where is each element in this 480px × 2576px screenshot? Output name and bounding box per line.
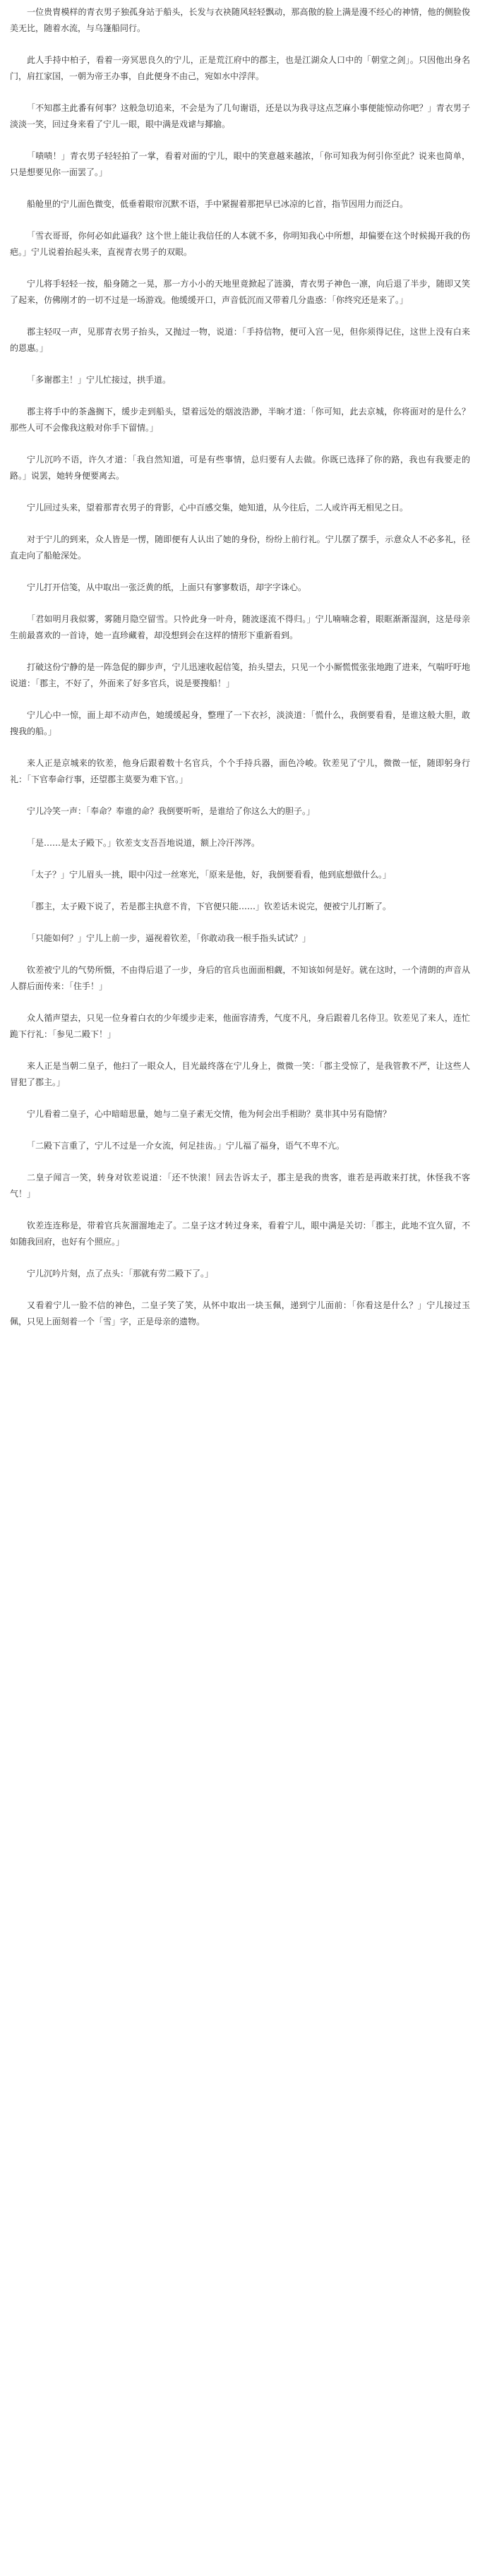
paragraph: 「不知郡主此番有何事？这般急切追来，不会是为了几句谢语，还是以为我寻这点芝麻小事便能惊动你吧？」青衣男子淡淡一笑，回过身来看了宁儿一眼，眼中满是戏谑与揶揄。 [10,103,470,129]
paragraph: 众人循声望去，只见一位身着白衣的少年缓步走来，他面容清秀，气度不凡，身后跟着几名侍卫。钦差见了来人，连忙跪下行礼：「参见二殿下！」 [10,1013,470,1039]
paragraph: 「郡主，太子殿下说了，若是郡主执意不肯，下官便只能……」钦差话未说完，便被宁儿打断了。 [27,901,392,911]
paragraph: 宁儿沉吟片刻，点了点头：「那就有劳二殿下了。」 [27,1269,214,1278]
paragraph: 又看着宁儿一脸不信的神色，二皇子笑了笑，从怀中取出一块玉佩，递到宁儿面前：「你看这是什么？」宁儿接过玉佩，只见上面刻着一个「雪」字，正是母亲的遗物。 [10,1300,470,1326]
paragraph: 郡主轻叹一声，见那青衣男子抬头，又抛过一物，说道：「手持信物，便可入宫一见，但你须得记住，这世上没有白来的恩惠。」 [10,327,470,353]
paragraph: 一位贵胄模样的青衣男子独孤身站于船头，长发与衣袂随风轻轻飘动，那高傲的脸上满是漫不经心的神情，他的侧脸俊美无比，随着水流，与乌篷船同行。 [10,7,470,33]
paragraph: 郡主将手中的茶盏搁下，缓步走到船头，望着远处的烟波浩渺，半晌才道：「你可知，此去京城，你将面对的是什么？那些人可不会像我这般对你手下留情。」 [10,407,470,433]
paragraph: 「啧啧！」青衣男子轻轻拍了一掌，看着对面的宁儿，眼中的笑意越来越浓，「你可知我为何引你至此？说来也简单，只是想要见你一面罢了。」 [10,151,470,177]
paragraph: 来人正是京城来的钦差，他身后跟着数十名官兵，个个手持兵器，面色冷峻。钦差见了宁儿，微微一怔，随即躬身行礼：「下官奉命行事，还望郡主莫要为难下官。」 [10,758,470,784]
paragraph: 「只能如何？」宁儿上前一步，逼视着钦差，「你敢动我一根手指头试试？」 [27,933,311,943]
paragraph: 宁儿将手轻轻一按，船身随之一晃，那一方小小的天地里竟掀起了涟漪，青衣男子神色一凛，向后退了半步，随即又笑了起来，仿佛刚才的一切不过是一场游戏。他缓缓开口，声音低沉而又带着几分蛊惑：「你终究还是来了。」 [10,279,470,305]
paragraph: 「君如明月我似雾，雾随月隐空留雪。只怜此身一叶舟，随波逐流不得归。」宁儿喃喃念着，眼眶渐渐湿润，这是母亲生前最喜欢的一首诗，她一直珍藏着，却没想到会在这样的情形下重新看到。 [10,614,470,640]
paragraph: 宁儿沉吟不语，许久才道：「我自然知道，可是有些事情，总归要有人去做。你既已选择了你的路，我也有我要走的路。」说罢，她转身便要离去。 [10,455,470,481]
paragraph: 「太子？」宁儿眉头一挑，眼中闪过一丝寒光，「原来是他，好，我倒要看看，他到底想做什么。」 [27,870,392,880]
paragraph: 船舱里的宁儿面色微变，低垂着眼帘沉默不语，手中紧握着那把早已冰凉的匕首，指节因用力而泛白。 [27,199,409,209]
paragraph: 宁儿冷笑一声：「奉命？奉谁的命？我倒要听听，是谁给了你这么大的胆子。」 [27,806,316,816]
paragraph: 钦差连连称是，带着官兵灰溜溜地走了。二皇子这才转过身来，看着宁儿，眼中满是关切：「郡主，此地不宜久留，不如随我回府，也好有个照应。」 [10,1221,470,1247]
paragraph: 「多谢郡主！」宁儿忙接过，拱手道。 [27,375,172,385]
paragraph: 「雪衣哥哥，你何必如此逼我？这个世上能让我信任的人本就不多，你明知我心中所想，却偏要在这个时候揭开我的伤疤。」宁儿说着抬起头来，直视青衣男子的双眼。 [10,231,470,257]
paragraph: 来人正是当朝二皇子，他扫了一眼众人，目光最终落在宁儿身上，微微一笑：「郡主受惊了，是我管教不严，让这些人冒犯了郡主。」 [10,1061,470,1087]
paragraph: 宁儿心中一惊，面上却不动声色，她缓缓起身，整理了一下衣衫，淡淡道：「慌什么，我倒要看看，是谁这般大胆，敢搜我的船。」 [10,710,470,736]
paragraph: 「二殿下言重了，宁儿不过是一介女流，何足挂齿。」宁儿福了福身，语气不卑不亢。 [27,1141,345,1151]
paragraph: 宁儿看着二皇子，心中暗暗思量，她与二皇子素无交情，他为何会出手相助？莫非其中另有隐情？ [27,1109,392,1119]
paragraph: 宁儿回过头来，望着那青衣男子的背影，心中百感交集，她知道，从今往后，二人或许再无相见之日。 [27,503,409,513]
paragraph: 「是……是太子殿下。」钦差支支吾吾地说道，额上冷汗涔涔。 [27,838,260,848]
paragraph: 二皇子闻言一笑，转身对钦差说道：「还不快滚！回去告诉太子，郡主是我的贵客，谁若是再敢来打扰，休怪我不客气！」 [10,1173,470,1199]
paragraph: 此人手持中柏子，看着一旁冥思良久的宁儿，正是荒江府中的郡主，也是江湖众人口中的「朝堂之剑」。只因他出身名门，肩扛家国，一朝为帝王办事，自此便身不由己，宛如水中浮萍。 [10,55,470,81]
paragraph: 宁儿打开信笺，从中取出一张泛黄的纸，上面只有寥寥数语，却字字诛心。 [27,582,307,592]
paragraph: 对于宁儿的到来，众人皆是一愣，随即便有人认出了她的身份，纷纷上前行礼。宁儿摆了摆手，示意众人不必多礼，径直走向了船舱深处。 [10,534,470,561]
paragraph: 打破这份宁静的是一阵急促的脚步声，宁儿迅速收起信笺，抬头望去，只见一个小厮慌慌张张地跑了进来，气喘吁吁地说道：「郡主，不好了，外面来了好多官兵，说是要搜船！」 [10,662,470,688]
paragraph: 钦差被宁儿的气势所慑，不由得后退了一步，身后的官兵也面面相觑，不知该如何是好。就在这时，一个清朗的声音从人群后面传来：「住手！」 [10,965,470,991]
